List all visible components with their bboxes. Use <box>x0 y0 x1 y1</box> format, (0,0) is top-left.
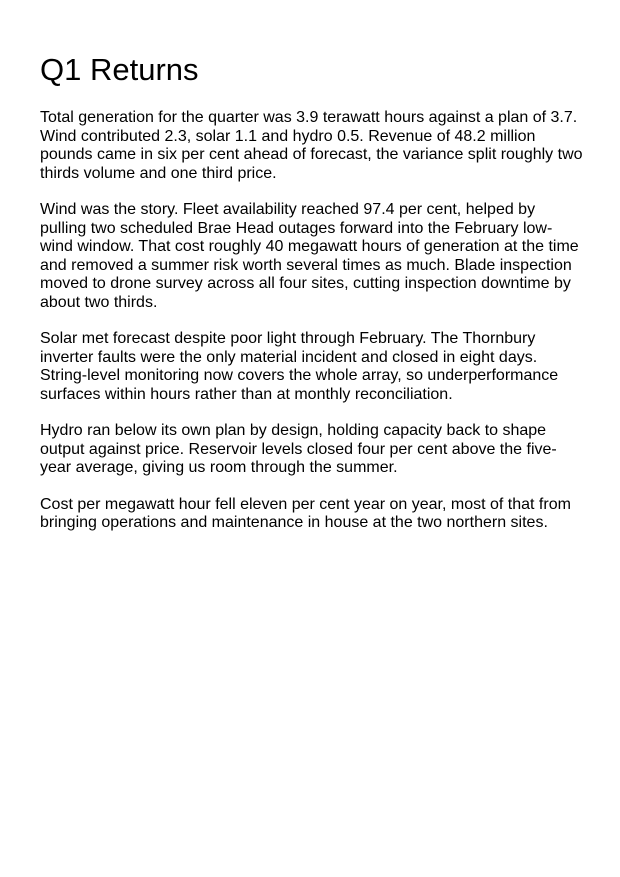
paragraph-wind: Wind was the story. Fleet availability reached 97.4 per cent, helped by pulling two scheduled Brae Head outages forward into the February low-wind window. That cost roughly 40 megawatt hours of generation at the time and removed a summer risk worth several times as much. Blade inspection moved to drone survey across all four sites, cutting inspection downtime by about two thirds. <box>40 201 579 311</box>
page-title: Q1 Returns <box>40 52 199 87</box>
paragraph-summary: Total generation for the quarter was 3.9 terawatt hours against a plan of 3.7. Wind contributed 2.3, solar 1.1 and hydro 0.5. Revenue of 48.2 million pounds came in six per cent ahead of forecast, the variance split roughly two thirds volume and one third price. <box>40 109 583 182</box>
document-page <box>40 50 585 551</box>
paragraph-cost: Cost per megawatt hour fell eleven per cent year on year, most of that from bringing operations and maintenance in house at the two northern sites. <box>40 495 571 531</box>
paragraph-solar: Solar met forecast despite poor light through February. The Thornbury inverter faults were the only material incident and closed in eight days. String-level monitoring now covers the whole array, so underperformance surfaces within hours rather than at monthly reconciliation. <box>40 330 559 403</box>
paragraph-hydro: Hydro ran below its own plan by design, holding capacity back to shape output against price. Reservoir levels closed four per cent above the five-year average, giving us room through the summer. <box>40 422 557 476</box>
